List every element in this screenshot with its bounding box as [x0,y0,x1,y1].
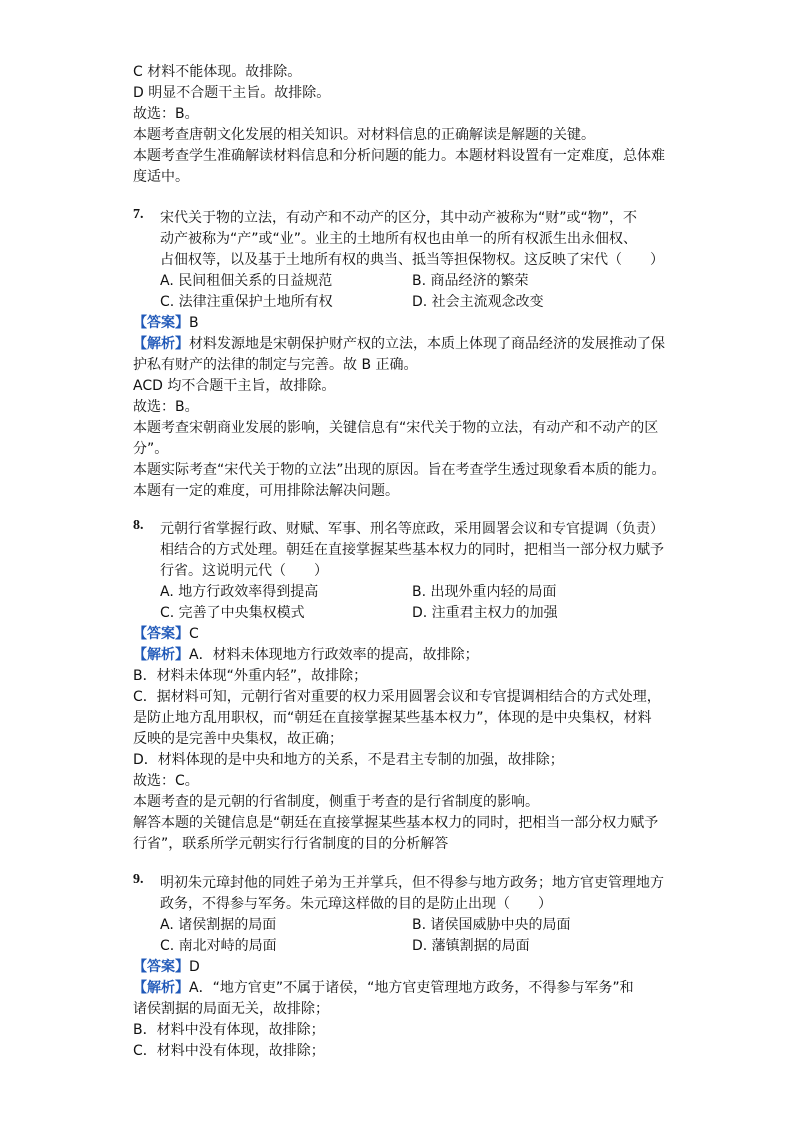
analysis-line: 分”。 [133,441,169,457]
question-stem-line: 明初朱元璋封他的同姓子弟为王并掌兵，但不得参与地方政务；地方官吏管理地方 [160,875,664,891]
analysis-tag: 【解析】 [133,647,189,663]
question-stem-line: 政务，不得参与军务。朱元璋这样做的目的是防止出现（ ） [160,896,552,912]
text-line: 本题考查唐朝文化发展的相关知识。对材料信息的正确解读是解题的关键。 [133,127,595,143]
answer-line [133,957,200,977]
analysis-tag: 【解析】 [133,336,189,352]
option-c: C. 完善了中央集权模式 [160,605,305,621]
answer-tag: 【答案】 [133,315,189,331]
analysis-line [133,978,634,998]
analysis-line: 本题考查的是元朝的行省制度，侧重于考查的是行省制度的影响。 [133,794,539,810]
analysis-line [133,334,665,354]
question-stem-line: 动产被称为“产”或“业”。业主的土地所有权也由单一的所有权派生出永佃权、 [160,231,638,247]
question-number: 8. [133,518,144,533]
analysis-line: 反映的是完善中央集权，故正确； [133,731,343,747]
analysis-line: C．据材料可知，元朝行省对重要的权力采用圆署会议和专官提调相结合的方式处理， [133,689,661,705]
answer-value: D [189,959,200,975]
answer-value: B [189,315,199,331]
option-a: A. 民间租佃关系的日益规范 [160,273,333,289]
analysis-line: 故选：C。 [133,773,199,789]
text-line: 本题考查学生准确解读材料信息和分析问题的能力。本题材料设置有一定难度，总体难 [133,148,665,164]
analysis-line: B．材料中没有体现，故排除； [133,1022,325,1038]
question-stem-line: 元朝行省掌握行政、财赋、军事、刑名等庶政，采用圆署会议和专官提调（负责） [160,521,664,537]
analysis-line: ACD 均不合题干主旨，故排除。 [133,378,336,394]
analysis-tag: 【解析】 [133,980,189,996]
answer-tag: 【答案】 [133,626,189,642]
analysis-line: 本题有一定的难度，可用排除法解决问题。 [133,483,399,499]
option-d: D. 藩镇割据的局面 [412,938,530,954]
analysis-line: 故选：B。 [133,399,199,415]
text-line: C 材料不能体现。故排除。 [133,64,302,80]
analysis-text: A．“地方官吏”不属于诸侯，“地方官吏管理地方政务，不得参与军务”和 [189,980,634,996]
analysis-line: 是防止地方乱用职权，而“朝廷在直接掌握某些基本权力”，体现的是中央集权，材料 [133,710,652,726]
analysis-line: 诸侯割据的局面无关，故排除； [133,1001,329,1017]
option-b: B. 诸侯国威胁中央的局面 [412,917,571,933]
question-stem-line: 相结合的方式处理。朝廷在直接掌握某些基本权力的同时，把相当一部分权力赋予 [160,542,664,558]
answer-line [133,313,199,333]
analysis-line: C．材料中没有体现，故排除； [133,1043,325,1059]
answer-line [133,624,199,644]
question-stem-line: 行省。这说明元代（ ） [160,563,328,579]
analysis-line: 行省”，联系所学元朝实行行省制度的目的分析解答 [133,836,449,852]
analysis-line: D．材料体现的是中央和地方的关系，不是君主专制的加强，故排除； [133,752,564,768]
analysis-line: B．材料未体现“外重内轻”，故排除； [133,668,368,684]
option-b: B. 商品经济的繁荣 [412,273,529,289]
option-d: D. 社会主流观念改变 [412,294,544,310]
question-number: 7. [133,207,144,222]
option-a: A. 地方行政效率得到提高 [160,584,319,600]
answer-value: C [189,626,199,642]
analysis-line: 护私有财产的法律的制定与完善。故 B 正确。 [133,357,418,373]
text-line: 度适中。 [133,169,189,185]
option-c: C. 南北对峙的局面 [160,938,277,954]
analysis-line: 本题考查宋朝商业发展的影响，关键信息有“宋代关于物的立法，有动产和不动产的区 [133,420,659,436]
analysis-text: 材料发源地是宋朝保护财产权的立法，本质上体现了商品经济的发展推动了保 [189,336,665,352]
text-line: D 明显不合题干主旨。故排除。 [133,85,331,101]
answer-tag: 【答案】 [133,959,189,975]
text-line: 故选：B。 [133,106,199,122]
analysis-line: 解答本题的关键信息是“朝廷在直接掌握某些基本权力的同时，把相当一部分权力赋予 [133,815,659,831]
analysis-line: 本题实际考查“宋代关于物的立法”出现的原因。旨在考查学生透过现象看本质的能力。 [133,462,666,478]
option-d: D. 注重君主权力的加强 [412,605,558,621]
analysis-text: A．材料未体现地方行政效率的提高，故排除； [189,647,479,663]
question-number: 9. [133,872,144,887]
option-c: C. 法律注重保护土地所有权 [160,294,333,310]
question-stem-line: 宋代关于物的立法，有动产和不动产的区分，其中动产被称为“财”或“物”，不 [160,210,638,226]
option-b: B. 出现外重内轻的局面 [412,584,557,600]
analysis-line [133,645,479,665]
option-a: A. 诸侯割据的局面 [160,917,277,933]
question-stem-line: 占佃权等，以及基于土地所有权的典当、抵当等担保物权。这反映了宋代（ ） [160,252,664,268]
